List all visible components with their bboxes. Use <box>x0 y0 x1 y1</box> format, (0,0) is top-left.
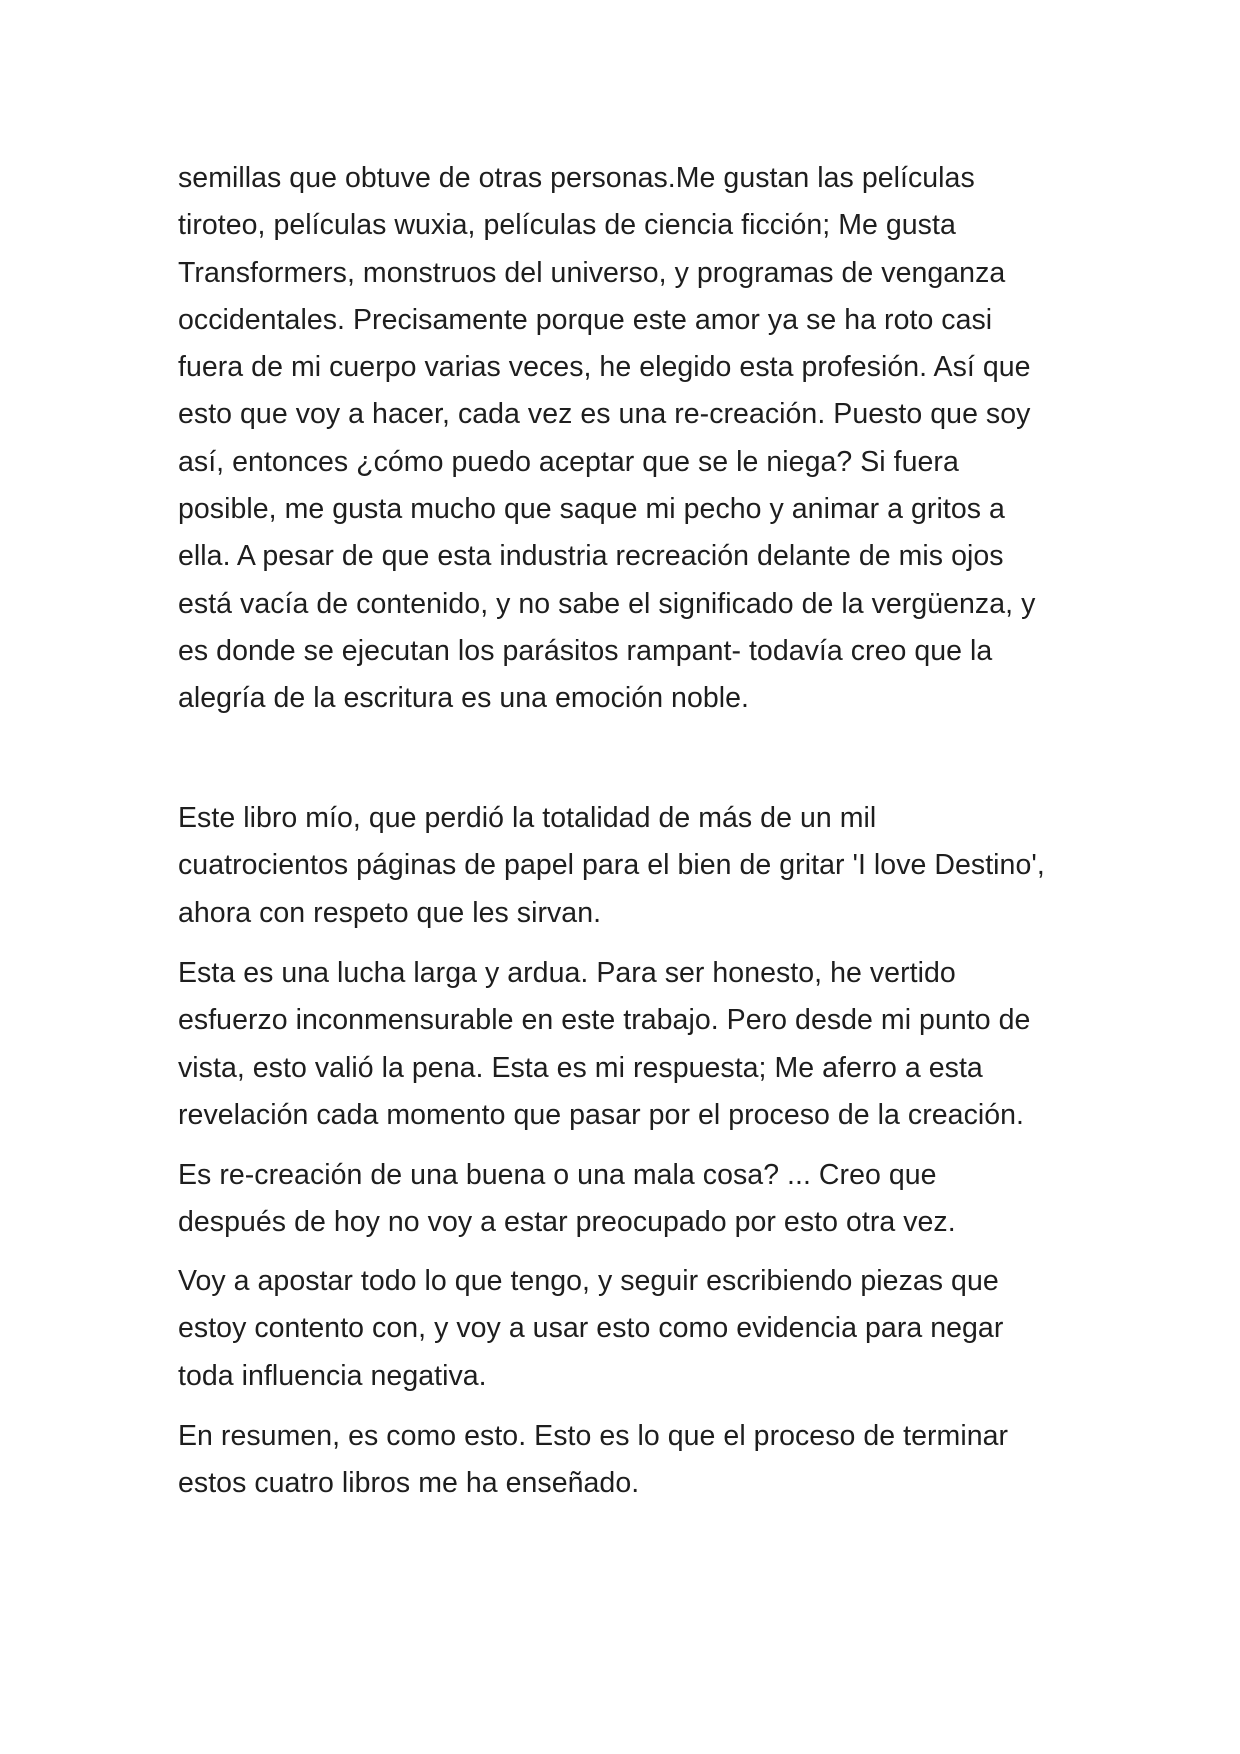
paragraph-line: estos cuatro libros me ha enseñado. <box>178 1467 640 1500</box>
paragraph-1 <box>178 155 1078 723</box>
paragraph-2 <box>178 795 1078 937</box>
paragraph-line: es donde se ejecutan los parásitos rampant- todavía creo que la <box>178 634 993 667</box>
paragraph-line: ahora con respeto que les sirvan. <box>178 896 602 929</box>
paragraph-6 <box>178 1413 1078 1508</box>
paragraph-line: toda influencia negativa. <box>178 1359 487 1392</box>
paragraph-line: Es re-creación de una buena o una mala cosa? ... Creo que <box>178 1159 937 1191</box>
paragraph-line: Transformers, monstruos del universo, y programas de venganza <box>178 256 1006 289</box>
paragraph-line: estoy contento con, y voy a usar esto como evidencia para negar <box>178 1312 1004 1345</box>
paragraph-line: cuatrocientos páginas de papel para el bien de gritar 'I love Destino', <box>178 849 1045 882</box>
paragraph-line: esto que voy a hacer, cada vez es una re-creación. Puesto que soy <box>178 398 1031 431</box>
paragraph-line: ella. A pesar de que esta industria recreación delante de mis ojos <box>178 540 1004 573</box>
paragraph-5 <box>178 1258 1078 1400</box>
paragraph-3 <box>178 950 1078 1139</box>
paragraph-line: esfuerzo inconmensurable en este trabajo. Pero desde mi punto de <box>178 1004 1031 1037</box>
paragraph-line: Esta es una lucha larga y ardua. Para ser honesto, he vertido <box>178 957 956 989</box>
paragraph-line: fuera de mi cuerpo varias veces, he elegido esta profesión. Así que <box>178 351 1031 384</box>
paragraph-line: occidentales. Precisamente porque este amor ya se ha roto casi <box>178 303 993 336</box>
paragraph-line: semillas que obtuve de otras personas.Me gustan las películas <box>178 162 975 194</box>
paragraph-line: revelación cada momento que pasar por el proceso de la creación. <box>178 1098 1025 1131</box>
paragraph-line: vista, esto valió la pena. Esta es mi respuesta; Me aferro a esta <box>178 1051 983 1084</box>
paragraph-4 <box>178 1152 1078 1247</box>
paragraph-line: Este libro mío, que perdió la totalidad de más de un mil <box>178 802 877 834</box>
paragraph-line: tiroteo, películas wuxia, películas de ciencia ficción; Me gusta <box>178 209 956 242</box>
paragraph-line: alegría de la escritura es una emoción noble. <box>178 682 750 715</box>
paragraph-line: En resumen, es como esto. Esto es lo que el proceso de terminar <box>178 1420 1009 1452</box>
paragraph-line: después de hoy no voy a estar preocupado por esto otra vez. <box>178 1206 956 1239</box>
paragraph-line: Voy a apostar todo lo que tengo, y seguir escribiendo piezas que <box>178 1265 999 1297</box>
paragraph-line: está vacía de contenido, y no sabe el significado de la vergüenza, y <box>178 587 1036 620</box>
paragraph-line: así, entonces ¿cómo puedo aceptar que se le niega? Si fuera <box>178 445 959 478</box>
paragraph-line: posible, me gusta mucho que saque mi pecho y animar a gritos a <box>178 493 1005 526</box>
